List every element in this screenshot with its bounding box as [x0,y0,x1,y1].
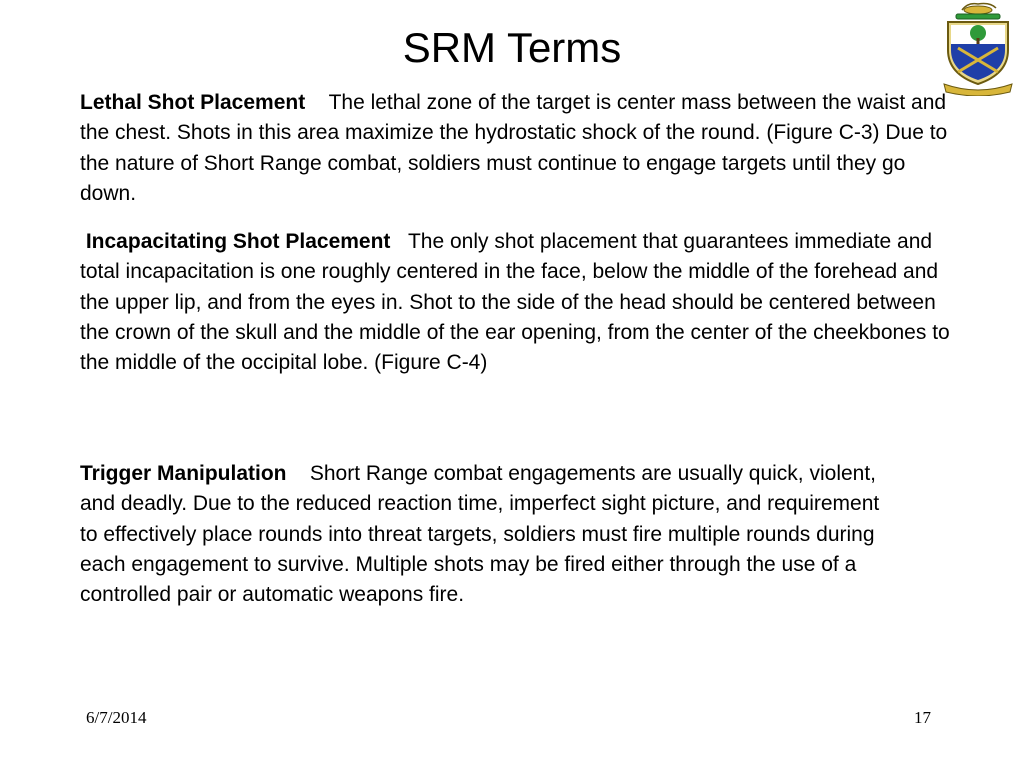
footer-date: 6/7/2014 [86,708,147,727]
term-description: The only shot placement that guarantees immediate and total incapacitation is one roughly centered in the face, below the middle of the forehead and the upper lip, and from the eyes in. Shot to the side of the head should be centered between the crown of the skull and the middle of the ear opening, from the center of the cheekbones to the middle of the occipital lobe. (Figure C-4) [80,230,950,375]
section-lethal-shot-placement [80,88,960,209]
regimental-crest-icon [938,0,1018,96]
term-description: Short Range combat engagements are usually quick, violent, and deadly. Due to the reduced reaction time, imperfect sight picture, and requirement to effectively place rounds into threat targets, soldiers must fire multiple rounds during each engagement to survive. Multiple shots may be fired either through the use of a controlled pair or automatic weapons fire. [80,462,880,607]
term-label: Incapacitating Shot Placement [85,230,391,253]
section-trigger-manipulation [80,459,900,610]
term-description: The lethal zone of the target is center mass between the waist and the chest. Shots in this area maximize the hydrostatic shock of the round. (Figure C-3) Due to the nature of Short Range combat, soldiers must continue to engage targets until they go down. [80,91,948,205]
term-label: Lethal Shot Placement [80,91,306,114]
footer-page-number: 17 [914,708,931,727]
section-incapacitating-shot-placement [80,227,960,378]
term-label: Trigger Manipulation [80,462,287,485]
slide-title: SRM Terms [402,24,622,71]
